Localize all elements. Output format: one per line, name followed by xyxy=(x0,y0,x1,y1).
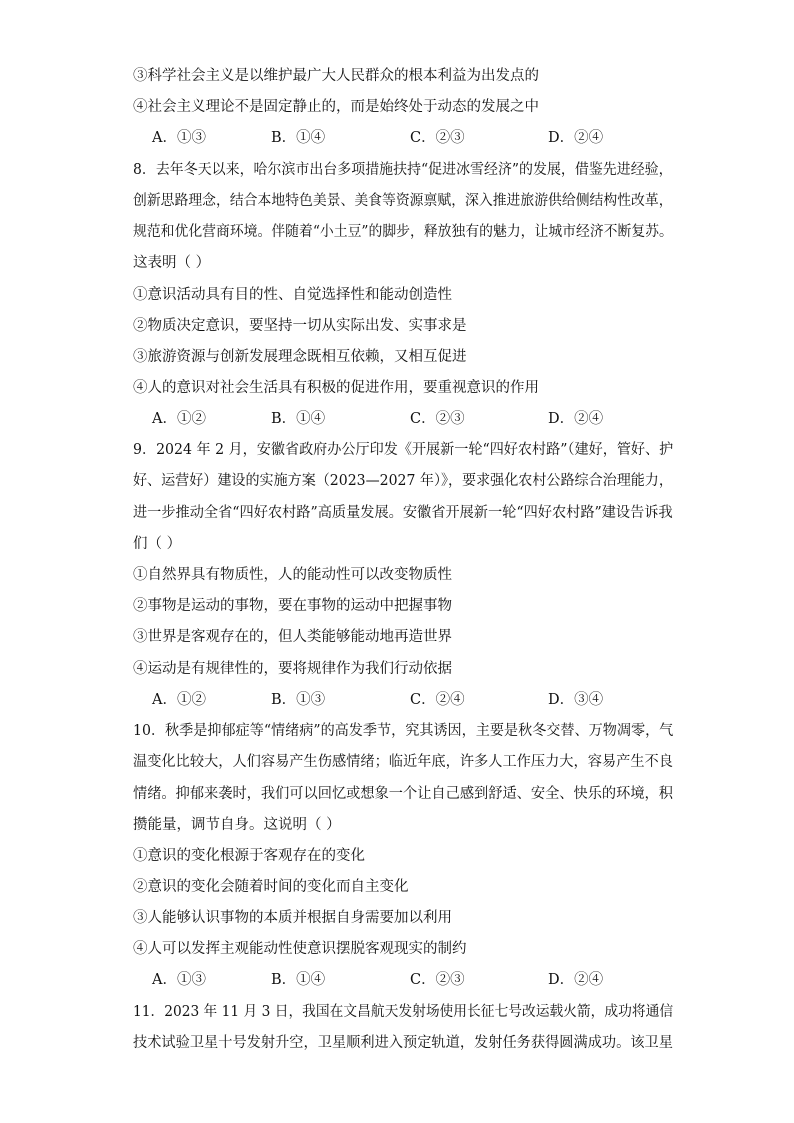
q9-stem-line-3: 进一步推动全省“四好农村路”高质量发展。安徽省开展新一轮“四好农村路”建设告诉我 xyxy=(133,505,673,521)
q8-item-3: ③旅游资源与创新发展理念既相互依赖，又相互促进 xyxy=(133,349,467,365)
q7-option-a[interactable]: A．①③ xyxy=(152,130,206,146)
q8-option-b[interactable]: B．①④ xyxy=(271,411,326,427)
q10-stem-line-1: 10．秋季是抑郁症等“情绪病”的高发季节，究其诱因，主要是秋冬交替、万物凋零，气 xyxy=(133,723,674,739)
q10-stem-line-3: 情绪。抑郁来袭时，我们可以回忆或想象一个让自己感到舒适、安全、快乐的环境，积 xyxy=(133,786,673,802)
q9-option-a[interactable]: A．①② xyxy=(152,692,206,708)
q10-item-2: ②意识的变化会随着时间的变化而自主变化 xyxy=(133,879,409,895)
q9-option-d[interactable]: D．③④ xyxy=(548,692,604,708)
q9-item-2: ②事物是运动的事物，要在事物的运动中把握事物 xyxy=(133,598,452,614)
q8-stem-line-1: 8．去年冬天以来，哈尔滨市出台多项措施扶持“促进冰雪经济”的发展，借鉴先进经验， xyxy=(133,162,673,178)
q8-option-d[interactable]: D．②④ xyxy=(548,411,604,427)
q10-stem-line-4: 攒能量，调节自身。这说明（ ） xyxy=(133,817,341,833)
q7-item-4: ④社会主义理论不是固定静止的，而是始终处于动态的发展之中 xyxy=(133,99,539,115)
q10-stem-line-2: 温变化比较大，人们容易产生伤感情绪；临近年底，许多人工作压力大，容易产生不良 xyxy=(133,754,673,770)
q9-option-c[interactable]: C．②④ xyxy=(410,692,465,708)
q10-option-a[interactable]: A．①③ xyxy=(152,972,206,988)
q9-item-3: ③世界是客观存在的，但人类能够能动地再造世界 xyxy=(133,629,452,645)
q8-item-2: ②物质决定意识，要坚持一切从实际出发、实事求是 xyxy=(133,318,467,334)
q9-option-b[interactable]: B．①③ xyxy=(271,692,326,708)
q8-stem-line-3: 规范和优化营商环境。伴随着“小土豆”的脚步，释放独有的魅力，让城市经济不断复苏。 xyxy=(133,224,673,240)
q8-option-a[interactable]: A．①② xyxy=(152,411,206,427)
q11-stem-line-1: 11．2023 年 11 月 3 日，我国在文昌航天发射场使用长征七号改运载火箭，成功将通信 xyxy=(133,1004,674,1020)
q10-option-b[interactable]: B．①④ xyxy=(271,972,326,988)
q8-item-4: ④人的意识对社会生活具有积极的促进作用，要重视意识的作用 xyxy=(133,380,539,396)
q10-item-3: ③人能够认识事物的本质并根据自身需要加以利用 xyxy=(133,910,452,926)
q11-stem-line-2: 技术试验卫星十号发射升空，卫星顺利进入预定轨道，发射任务获得圆满成功。该卫星 xyxy=(133,1035,673,1051)
q9-item-1: ①自然界具有物质性，人的能动性可以改变物质性 xyxy=(133,567,452,583)
q7-option-b[interactable]: B．①④ xyxy=(271,130,326,146)
q10-option-d[interactable]: D．②④ xyxy=(548,972,604,988)
q7-option-c[interactable]: C．②③ xyxy=(410,130,465,146)
q8-stem-line-2: 创新思路理念，结合本地特色美景、美食等资源禀赋，深入推进旅游供给侧结构性改革， xyxy=(133,193,673,209)
q9-stem-line-2: 好、运营好）建设的实施方案（2023—2027 年）》，要求强化农村公路综合治理能力， xyxy=(133,473,673,489)
q8-option-c[interactable]: C．②③ xyxy=(410,411,465,427)
q10-item-1: ①意识的变化根源于客观存在的变化 xyxy=(133,848,365,864)
q7-item-3: ③科学社会主义是以维护最广大人民群众的根本利益为出发点的 xyxy=(133,68,539,84)
q9-stem-line-4: 们（ ） xyxy=(133,536,182,552)
q9-stem-line-1: 9．2024 年 2 月，安徽省政府办公厅印发《开展新一轮“四好农村路”（建好，管好、护 xyxy=(133,442,674,458)
q8-stem-line-4: 这表明（ ） xyxy=(133,255,211,271)
q10-item-4: ④人可以发挥主观能动性使意识摆脱客观现实的制约 xyxy=(133,941,467,957)
q7-option-d[interactable]: D．②④ xyxy=(548,130,604,146)
q9-item-4: ④运动是有规律性的，要将规律作为我们行动依据 xyxy=(133,661,452,677)
q8-item-1: ①意识活动具有目的性、自觉选择性和能动创造性 xyxy=(133,287,452,303)
q10-option-c[interactable]: C．②③ xyxy=(410,972,465,988)
